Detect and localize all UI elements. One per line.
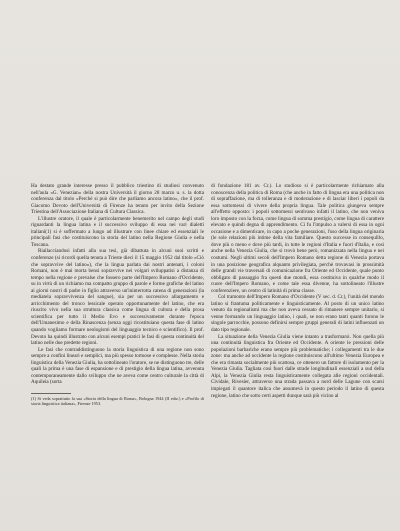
page-top-margin: [0, 0, 400, 180]
paragraph: La situazione della Venezia Giulia viene intanto a trasformarsi. Non quella più una continuità linguistica fra Oriente ed Occidente. A oriente le pressioni delle popolazioni barbariche erano sempre più problematiche; i collegamenti tra le due zone: ma anche ad occidente la regione costituiscono all'ultimo Venezia Europea e che era rimasta socialmente più scattosa, ce ottenero un fattore di isolamento per la Venezia Giulia. Tagliata così fuori dalle strade longitudinali essenziali a sud della Alpi, la Venezia Giulia resta linguisticamente collegata alle regioni occidentali. Cividale, Rivesier, attraverso una strada passava a nord delle Lagune con scarsi impiegati il quantore italica che assumevà in questo periodo il latino di questa regione, latino che sotto certi aspetti dunque sarà più vicino al: [211, 333, 384, 399]
paragraph: L'illustre oratore, il quale è particolarmente benemerito nel campo degli studi riguardanti la lingua latina e il successivo sviluppo di essa nei vari dialetti italiani(1) si è soffermato a lungo ad illustrare con linee chiare ed essenziali le principali fasi che costituiscono la storia del latino nella Regione Giulia e nella Toscana.: [31, 215, 204, 248]
left-text-column: [31, 183, 204, 407]
paragraph: Le fasi che contraddistinguono la storia linguistica di una regione non sono sempre a confini lineari e semplici, ma più spesso tortuose e complesse. Nella storia linguistica della Venezia Giulia, ha sottolineato l'oratore, se ne distinguono tre, delle quali la prima è una fase di espansione e di prestigio della lingua latina, avvenuta contemporaneamente dallo sviluppo che ne aveva come centro culturale la città di Aquileia (sorta: [31, 346, 204, 386]
footnote-divider: [31, 393, 71, 394]
footnote: (1) Si veda soprattutto la sua «Storia della lingua di Roma», Bologna 1944 (II ediz.) e «Profilo di storia linguistica italiana», Firenze 1953.: [31, 395, 204, 407]
paragraph: Ha destato grande interesse presso il pubblico triestino di studiosi convenuto nell'aula «G. Venezian» della nostra Università il giorno 28 marzo u. s. la dotta conferenza dal titolo «Perchè si può dire che parliamo ancora latino», che il prof. Giacomo Devoto dell'Università di Firenze ha tenuto per invito della Sezione Triestina dell'Associazione Italiana di Cultura Classica.: [31, 183, 204, 216]
paragraph: Riallacciandosi infatti alla sua tesi, già dibattuta in alcuni suoi scritti e conferenze (si ricordi quella tenuta a Trieste dieci il 15 maggio 1952 dal titolo «Ciò che sopravvive del latino»), che la lingua parlata dai nostri antenati, i coloni Romani, non è mai morta bensì sopravvive nei volgari sviluppatisi a distanza di tempo nella regione e prevalse che fossero parte dell'Impero Romano d'Occidente, su in virtù di un richiamo ma compatto gruppo di parole e forme grafiche del latino ai giorni nostri di padre in figlio attraverso un'ininterrotta catena di generazioni (la mediatela sopravvivenza del sangue), sia per un successivo allargamento e arricchimento del tronco lessicale operato opportunamente del latino, che era riuscito vivo nella sua struttura classica come lingua di cultura e della prosa scientifica per tutto il Medio Evo e successivamente durante l'epoca dell'Umanesimo e della Rinascenza (senza oggi ricostituiano questa fase di latino quando vogliamo formare neologismi del linguaggio tecnico e scientifico). Il prof. Devoto ha quindi illustrato con alcuni esempi pratici le fasi di questa continuità del latino nelle due predette regioni.: [31, 248, 204, 347]
right-text-column: [211, 183, 384, 399]
paragraph: di fondazione 181 av. Cr.). Lo studioso si è particolarmente richiamato alla conoscenza della politica di Roma (che anche in fatto di lingua era una politica non di sopraffazione, ma di tolleranza e di moderazione e di lasciar liberi i popoli da essa sottomessi di vivere della propria lingua. Tale politica giungeva sempre all'effetto opposto: i popoli sottomessi sentivano infatti il latino, che non veniva loro imposto con la forza, come lingua di somma prestigio, come lingua di carattere elevato e quindi degna di apprendimento. Ci fu l'impulso a valersi di essa in ogni occasione e a dimenticare, in capo a poche generazioni, l'uso della lingua originaria (le sole relazioni più intime della vita familiare. Questo successe in consequlllo, dove più o meno e dove più tardi, in tutte le regioni d'Italia e fuori d'Italia, e così anche nella Venezia Giulia, che si trovò bene però, romanizzata nella lingua e nei costumi. Negli ultimi secoli dell'Impero Romano detta regione di Venezia portava in una posizione geografica alquanto privilegiata, perchè trovavasi in prossimità delle grandi vie traversali di comunicazione fra Oriente ed Occidente, quale punto obbligato di passaggio fra questi due mondi, essa costituiva in qualche modo il cuore dell'Impero Romano, e come tale essa divenne, ha sottolineato l'illustre conferenziere, un centro di latinità di prima classe.: [211, 183, 384, 294]
paragraph: Col tramonto dell'Impero Romano d'Occidente (V sec. d. Cr.), l'unità del mondo latino si frantuma politicamente e linguisticamente. Al posto di un unico latino venuto da regionalismi ma che non aveva cessato di rimanere sempre unitario, si venne formando un linguaggio latino, i quali, se non erano tanti quanti furono le singole parrocchie, possono definirsi sempre gruppi generali di latini influenzati un dato tipo regionale.: [211, 294, 384, 334]
